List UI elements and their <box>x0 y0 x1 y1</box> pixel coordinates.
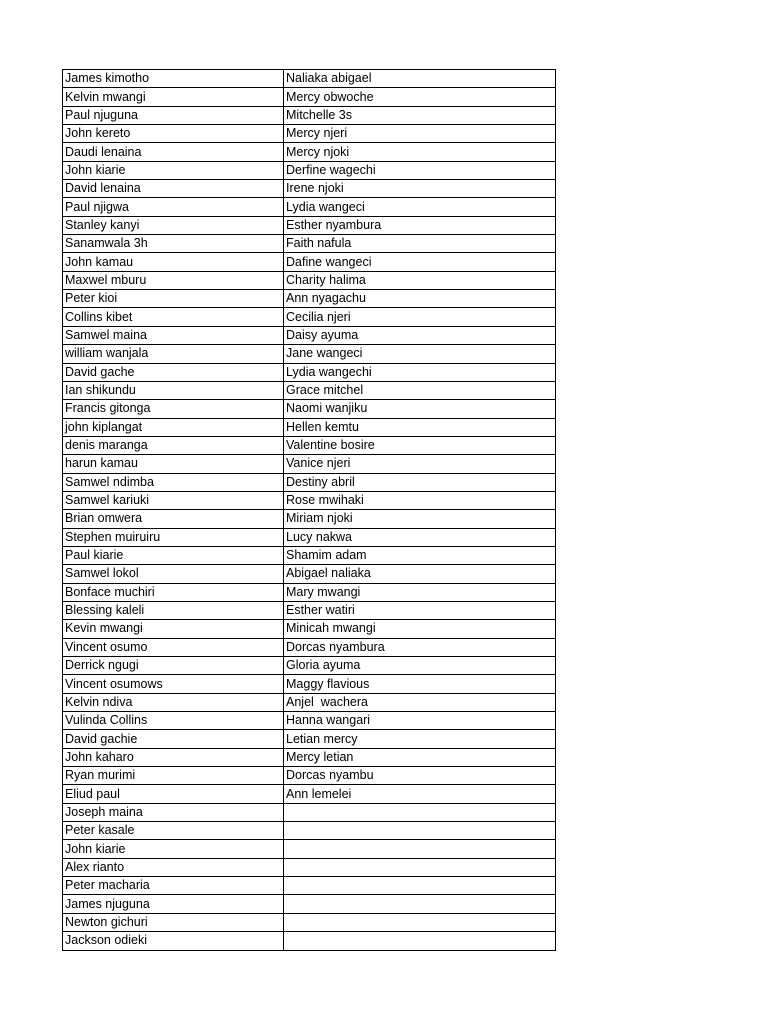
name-cell-column-a: Kevin mwangi <box>63 620 284 638</box>
table-row <box>63 565 556 583</box>
name-cell-column-a: David gachie <box>63 730 284 748</box>
name-cell-column-a: Sanamwala 3h <box>63 235 284 253</box>
name-cell-column-a: John kereto <box>63 125 284 143</box>
table-row <box>63 803 556 821</box>
name-cell-column-b: Minicah mwangi <box>284 620 556 638</box>
name-cell-column-b: Hanna wangari <box>284 712 556 730</box>
name-cell-column-b: Faith nafula <box>284 235 556 253</box>
name-cell-column-b: Charity halima <box>284 271 556 289</box>
name-cell-column-a: Kelvin ndiva <box>63 693 284 711</box>
names-table <box>62 69 556 951</box>
name-cell-column-b: Dafine wangeci <box>284 253 556 271</box>
table-row <box>63 748 556 766</box>
name-cell-column-b: Esther watiri <box>284 601 556 619</box>
name-cell-column-a: Peter macharia <box>63 877 284 895</box>
table-row <box>63 620 556 638</box>
name-cell-column-b: Miriam njoki <box>284 510 556 528</box>
table-row <box>63 271 556 289</box>
name-cell-column-a: Collins kibet <box>63 308 284 326</box>
table-row <box>63 546 556 564</box>
name-cell-column-b <box>284 840 556 858</box>
name-cell-column-b: Jane wangeci <box>284 345 556 363</box>
table-row <box>63 858 556 876</box>
table-row <box>63 601 556 619</box>
name-cell-column-a: David gache <box>63 363 284 381</box>
name-cell-column-b: Mitchelle 3s <box>284 106 556 124</box>
table-row <box>63 455 556 473</box>
table-row <box>63 381 556 399</box>
name-cell-column-a: Eliud paul <box>63 785 284 803</box>
name-cell-column-b: Lucy nakwa <box>284 528 556 546</box>
name-cell-column-b: Lydia wangechi <box>284 363 556 381</box>
name-cell-column-a: Kelvin mwangi <box>63 88 284 106</box>
name-cell-column-b: Ann nyagachu <box>284 290 556 308</box>
name-cell-column-b: Cecilia njeri <box>284 308 556 326</box>
table-row <box>63 161 556 179</box>
table-row <box>63 510 556 528</box>
table-row <box>63 638 556 656</box>
table-row <box>63 125 556 143</box>
table-row <box>63 436 556 454</box>
name-cell-column-b <box>284 895 556 913</box>
table-row <box>63 693 556 711</box>
name-cell-column-a: Maxwel mburu <box>63 271 284 289</box>
table-row <box>63 198 556 216</box>
name-cell-column-b: Lydia wangeci <box>284 198 556 216</box>
table-row <box>63 675 556 693</box>
name-cell-column-b: Derfine wagechi <box>284 161 556 179</box>
name-cell-column-b: Dorcas nyambura <box>284 638 556 656</box>
name-cell-column-a: Peter kioi <box>63 290 284 308</box>
table-row <box>63 473 556 491</box>
name-cell-column-b: Irene njoki <box>284 180 556 198</box>
table-row <box>63 70 556 88</box>
table-row <box>63 400 556 418</box>
name-cell-column-b: Daisy ayuma <box>284 326 556 344</box>
table-row <box>63 363 556 381</box>
name-cell-column-a: Samwel kariuki <box>63 491 284 509</box>
table-row <box>63 235 556 253</box>
name-cell-column-a: Newton gichuri <box>63 913 284 931</box>
name-cell-column-b: Maggy flavious <box>284 675 556 693</box>
name-cell-column-a: James njuguna <box>63 895 284 913</box>
name-cell-column-a: Brian omwera <box>63 510 284 528</box>
name-cell-column-a: Alex rianto <box>63 858 284 876</box>
table-row <box>63 785 556 803</box>
table-row <box>63 528 556 546</box>
name-cell-column-a: John kamau <box>63 253 284 271</box>
name-cell-column-a: Peter kasale <box>63 822 284 840</box>
table-row <box>63 491 556 509</box>
table-row <box>63 216 556 234</box>
name-cell-column-b: Naomi wanjiku <box>284 400 556 418</box>
table-row <box>63 840 556 858</box>
name-cell-column-b: Destiny abril <box>284 473 556 491</box>
table-row <box>63 877 556 895</box>
name-cell-column-a: Vincent osumows <box>63 675 284 693</box>
name-cell-column-b <box>284 822 556 840</box>
name-cell-column-a: David lenaina <box>63 180 284 198</box>
name-cell-column-a: Samwel maina <box>63 326 284 344</box>
name-cell-column-a: harun kamau <box>63 455 284 473</box>
name-cell-column-b: Anjel wachera <box>284 693 556 711</box>
table-row <box>63 730 556 748</box>
name-cell-column-b <box>284 877 556 895</box>
table-row <box>63 767 556 785</box>
table-row <box>63 88 556 106</box>
table-row <box>63 583 556 601</box>
name-cell-column-b: Hellen kemtu <box>284 418 556 436</box>
name-cell-column-a: Paul njuguna <box>63 106 284 124</box>
table-row <box>63 308 556 326</box>
name-cell-column-a: Vincent osumo <box>63 638 284 656</box>
name-cell-column-a: Ryan murimi <box>63 767 284 785</box>
name-cell-column-b <box>284 932 556 950</box>
table-row <box>63 345 556 363</box>
name-cell-column-b: Mercy njoki <box>284 143 556 161</box>
name-cell-column-a: Ian shikundu <box>63 381 284 399</box>
name-cell-column-b: Gloria ayuma <box>284 657 556 675</box>
name-cell-column-b: Letian mercy <box>284 730 556 748</box>
name-cell-column-b: Vanice njeri <box>284 455 556 473</box>
name-cell-column-b: Abigael naliaka <box>284 565 556 583</box>
table-row <box>63 932 556 950</box>
name-cell-column-b: Dorcas nyambu <box>284 767 556 785</box>
name-cell-column-a: john kiplangat <box>63 418 284 436</box>
name-cell-column-a: Daudi lenaina <box>63 143 284 161</box>
table-row <box>63 657 556 675</box>
name-cell-column-b: Ann lemelei <box>284 785 556 803</box>
table-row <box>63 712 556 730</box>
name-cell-column-a: John kiarie <box>63 161 284 179</box>
name-cell-column-a: Samwel ndimba <box>63 473 284 491</box>
name-cell-column-a: John kaharo <box>63 748 284 766</box>
table-row <box>63 418 556 436</box>
name-cell-column-a: Blessing kaleli <box>63 601 284 619</box>
name-cell-column-a: James kimotho <box>63 70 284 88</box>
name-cell-column-a: Samwel lokol <box>63 565 284 583</box>
table-row <box>63 895 556 913</box>
name-cell-column-a: Paul kiarie <box>63 546 284 564</box>
name-cell-column-b: Rose mwihaki <box>284 491 556 509</box>
name-cell-column-b <box>284 858 556 876</box>
name-cell-column-b <box>284 803 556 821</box>
table-row <box>63 106 556 124</box>
table-row <box>63 290 556 308</box>
name-cell-column-b: Shamim adam <box>284 546 556 564</box>
name-cell-column-a: Stanley kanyi <box>63 216 284 234</box>
name-cell-column-a: Paul njigwa <box>63 198 284 216</box>
table-row <box>63 180 556 198</box>
name-cell-column-b: Mercy njeri <box>284 125 556 143</box>
table-row <box>63 326 556 344</box>
name-cell-column-a: Jackson odieki <box>63 932 284 950</box>
name-cell-column-a: Joseph maina <box>63 803 284 821</box>
name-cell-column-b: Esther nyambura <box>284 216 556 234</box>
name-cell-column-b: Valentine bosire <box>284 436 556 454</box>
name-cell-column-b: Mary mwangi <box>284 583 556 601</box>
name-cell-column-a: Francis gitonga <box>63 400 284 418</box>
table-row <box>63 822 556 840</box>
name-cell-column-a: Stephen muiruiru <box>63 528 284 546</box>
name-cell-column-b: Mercy obwoche <box>284 88 556 106</box>
name-cell-column-a: Vulinda Collins <box>63 712 284 730</box>
table-row <box>63 913 556 931</box>
name-cell-column-b: Mercy letian <box>284 748 556 766</box>
table-row <box>63 143 556 161</box>
name-cell-column-a: Derrick ngugi <box>63 657 284 675</box>
table-row <box>63 253 556 271</box>
name-cell-column-b <box>284 913 556 931</box>
name-cell-column-a: william wanjala <box>63 345 284 363</box>
name-cell-column-a: denis maranga <box>63 436 284 454</box>
names-table-body <box>63 70 556 951</box>
name-cell-column-b: Grace mitchel <box>284 381 556 399</box>
name-cell-column-a: Bonface muchiri <box>63 583 284 601</box>
name-cell-column-b: Naliaka abigael <box>284 70 556 88</box>
name-cell-column-a: John kiarie <box>63 840 284 858</box>
